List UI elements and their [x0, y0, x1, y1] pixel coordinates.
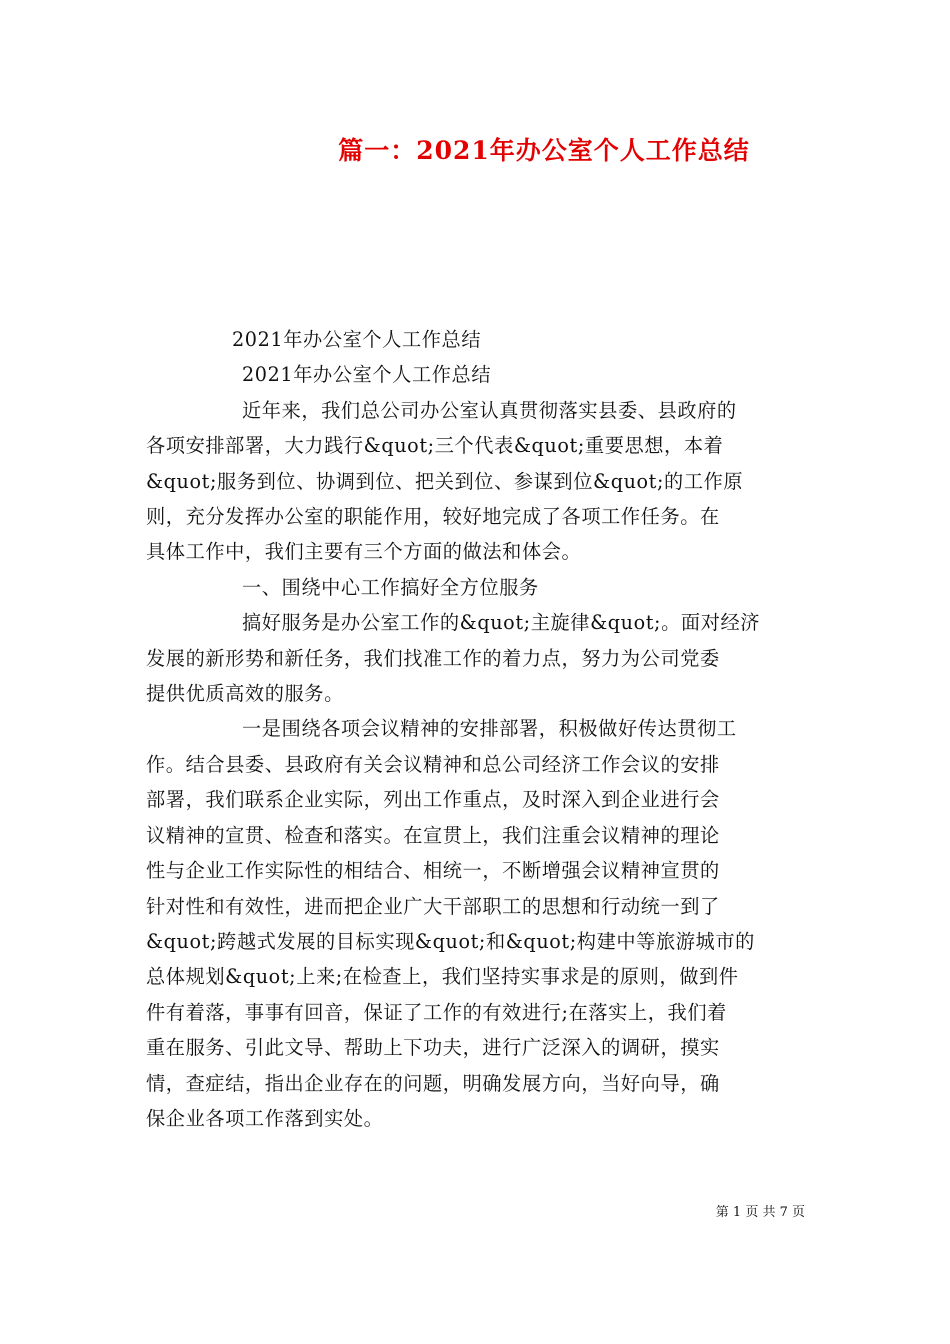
body-line: 则，充分发挥办公室的职能作用，较好地完成了各项工作任务。在	[146, 505, 720, 529]
page-number-footer: 第 1 页 共 7 页	[715, 1205, 805, 1220]
body-line: 部署，我们联系企业实际，列出工作重点，及时深入到企业进行会	[146, 788, 720, 812]
section-heading: 一、围绕中心工作搞好全方位服务	[242, 575, 539, 599]
body-line: 情，查症结，指出企业存在的问题，明确发展方向，当好向导，确	[146, 1071, 720, 1095]
body-line: 作。结合县委、县政府有关会议精神和总公司经济工作会议的安排	[146, 752, 720, 776]
body-line: 2021年办公室个人工作总结	[232, 328, 482, 351]
body-line: 总体规划&quot;上来;在检查上，我们坚持实事求是的原则，做到件	[146, 965, 739, 989]
document-body	[146, 322, 810, 1136]
body-line: 件有着落，事事有回音，保证了工作的有效进行;在落实上，我们着	[146, 1000, 727, 1024]
body-line: 一是围绕各项会议精神的安排部署，积极做好传达贯彻工	[242, 717, 737, 741]
body-line: 针对性和有效性，进而把企业广大干部职工的思想和行动统一到了	[146, 894, 720, 918]
body-line: &quot;跨越式发展的目标实现&quot;和&quot;构建中等旅游城市的	[146, 929, 755, 953]
body-line: 发展的新形势和新任务，我们找准工作的着力点，努力为公司党委	[146, 646, 720, 670]
document-title: 篇一：2021年办公室个人工作总结	[338, 136, 750, 165]
body-line: 搞好服务是办公室工作的&quot;主旋律&quot;。面对经济	[242, 611, 761, 635]
body-line: 重在服务、引此文导、帮助上下功夫，进行广泛深入的调研，摸实	[146, 1036, 720, 1060]
body-line: 保企业各项工作落到实处。	[146, 1106, 384, 1130]
body-line: 议精神的宣贯、检查和落实。在宣贯上，我们注重会议精神的理论	[146, 823, 720, 847]
body-line: 2021年办公室个人工作总结	[242, 363, 492, 387]
body-line: 具体工作中，我们主要有三个方面的做法和体会。	[146, 540, 582, 564]
body-line: 提供优质高效的服务。	[146, 682, 344, 706]
body-line: 各项安排部署，大力践行&quot;三个代表&quot;重要思想，本着	[146, 434, 724, 458]
body-line: &quot;服务到位、协调到位、把关到位、参谋到位&quot;的工作原	[146, 469, 744, 493]
body-line: 近年来，我们总公司办公室认真贯彻落实县委、县政府的	[242, 398, 737, 422]
body-line: 性与企业工作实际性的相结合、相统一，不断增强会议精神宣贯的	[146, 859, 720, 883]
